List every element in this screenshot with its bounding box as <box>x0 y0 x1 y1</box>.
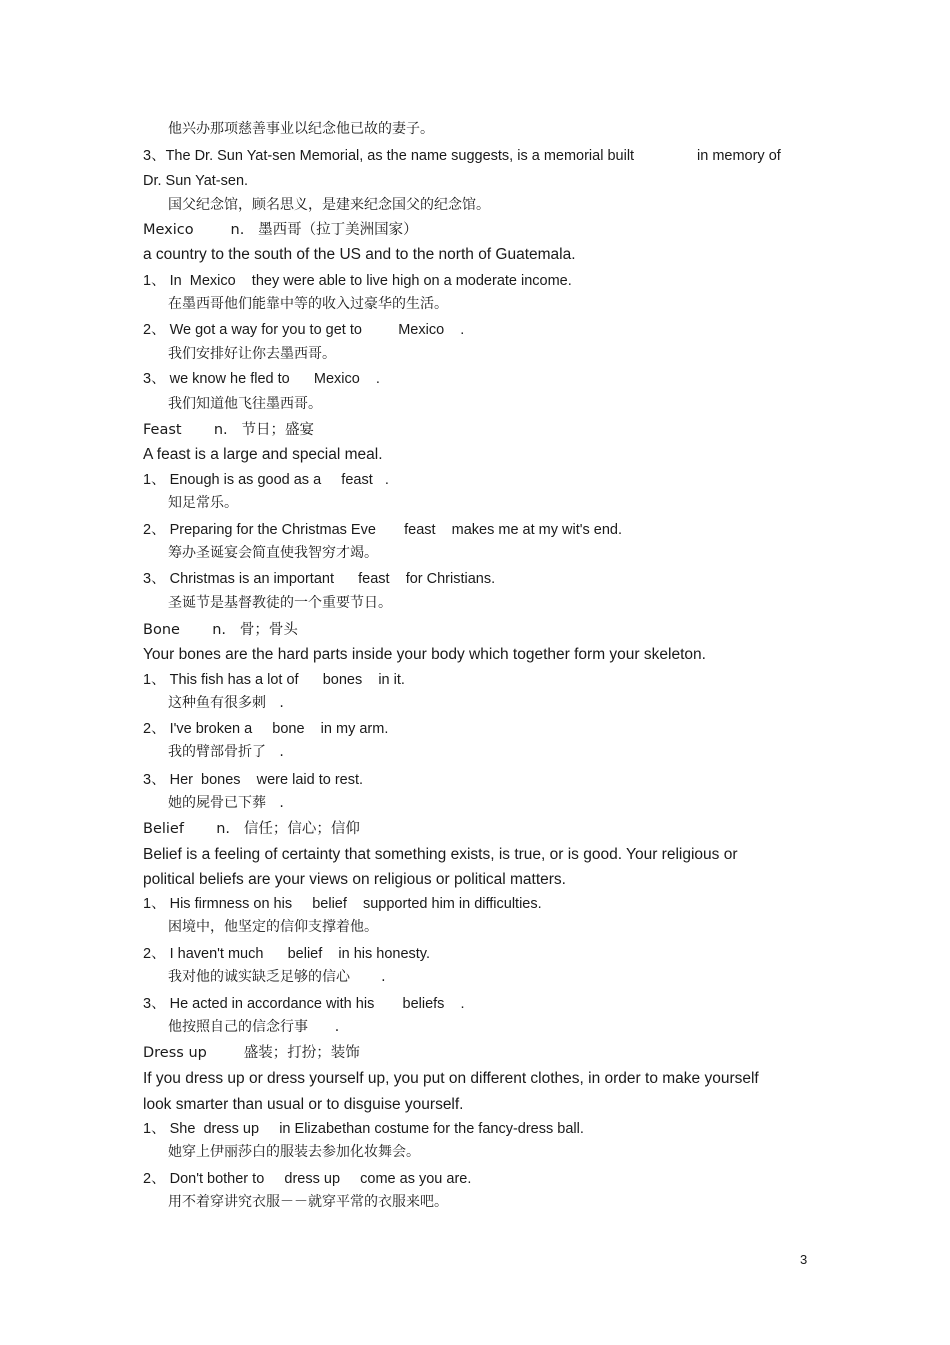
example-sentence: 2、 Preparing for the Christmas Eve feast makes me at my wit's end. <box>143 522 623 538</box>
vocab-headword: Dress up 盛装；打扮；装饰 <box>143 1045 360 1061</box>
vocab-definition-wrap: look smarter than usual or to disguise yourself. <box>143 1096 464 1113</box>
sentence-translation: 在墨西哥他们能靠中等的收入过豪华的生活。 <box>168 296 448 312</box>
sentence-translation: 我们知道他飞往墨西哥。 <box>168 396 322 412</box>
example-sentence: 1、 This fish has a lot of bones in it. <box>143 672 405 688</box>
sentence-translation: 用不着穿讲究衣服－－就穿平常的衣服来吧。 <box>168 1194 448 1210</box>
sentence-translation: 她的屍骨已下葬 . <box>168 795 284 811</box>
page-number: 3 <box>800 1252 808 1267</box>
example-sentence-continuation: in memory of <box>697 148 781 164</box>
example-sentence-wrap: Dr. Sun Yat-sen. <box>143 173 249 189</box>
vocab-definition: Your bones are the hard parts inside your body which together form your skeleton. <box>143 646 706 663</box>
example-sentence: 1、 She dress up in Elizabethan costume for the fancy-dress ball. <box>143 1121 584 1137</box>
vocab-headword: Mexico n. 墨西哥（拉丁美洲国家） <box>143 222 418 238</box>
sentence-translation: 筹办圣诞宴会简直使我智穷才竭。 <box>168 545 378 561</box>
vocab-definition-wrap: political beliefs are your views on religious or political matters. <box>143 871 566 888</box>
example-sentence: 1、 His firmness on his belief supported him in difficulties. <box>143 896 542 912</box>
example-sentence: 3、 Christmas is an important feast for Christians. <box>143 571 496 587</box>
sentence-translation: 圣诞节是基督教徒的一个重要节日。 <box>168 595 392 611</box>
vocab-definition: a country to the south of the US and to the north of Guatemala. <box>143 246 576 263</box>
vocab-definition: If you dress up or dress yourself up, you put on different clothes, in order to make yourself <box>143 1070 759 1087</box>
example-sentence: 2、 We got a way for you to get to Mexico . <box>143 322 465 338</box>
vocab-headword: Feast n. 节日；盛宴 <box>143 422 314 438</box>
sentence-translation: 困境中，他坚定的信仰支撑着他。 <box>168 919 378 935</box>
sentence-translation: 她穿上伊丽莎白的服装去参加化妆舞会。 <box>168 1144 420 1160</box>
vocab-definition: A feast is a large and special meal. <box>143 446 383 463</box>
sentence-translation: 我们安排好让你去墨西哥。 <box>168 346 336 362</box>
sentence-translation: 这种鱼有很多刺 . <box>168 695 284 711</box>
example-sentence: 1、 In Mexico they were able to live high on a moderate income. <box>143 273 572 289</box>
example-sentence: 2、 I've broken a bone in my arm. <box>143 721 389 737</box>
sentence-translation: 知足常乐。 <box>168 495 238 511</box>
vocab-headword: Bone n. 骨；骨头 <box>143 622 298 638</box>
example-sentence: 1、 Enough is as good as a feast . <box>143 472 389 488</box>
example-sentence: 2、 Don't bother to dress up come as you are. <box>143 1171 472 1187</box>
sentence-translation: 我对他的诚实缺乏足够的信心 . <box>168 969 386 985</box>
vocab-headword: Belief n. 信任；信心；信仰 <box>143 821 360 837</box>
sentence-translation: 国父纪念馆，顾名思义，是建来纪念国父的纪念馆。 <box>168 197 490 213</box>
example-sentence: 3、 we know he fled to Mexico . <box>143 371 380 387</box>
example-sentence: 3、 Her bones were laid to rest. <box>143 772 364 788</box>
example-sentence: 3、 He acted in accordance with his beliefs . <box>143 996 465 1012</box>
sentence-translation: 他兴办那项慈善事业以纪念他已故的妻子。 <box>168 121 434 137</box>
example-sentence: 2、 I haven't much belief in his honesty. <box>143 946 431 962</box>
vocab-definition: Belief is a feeling of certainty that something exists, is true, or is good. Your religious or <box>143 846 738 863</box>
example-sentence: 3、The Dr. Sun Yat-sen Memorial, as the name suggests, is a memorial built <box>143 148 635 164</box>
sentence-translation: 他按照自己的信念行事 . <box>168 1019 340 1035</box>
sentence-translation: 我的臂部骨折了 . <box>168 744 284 760</box>
